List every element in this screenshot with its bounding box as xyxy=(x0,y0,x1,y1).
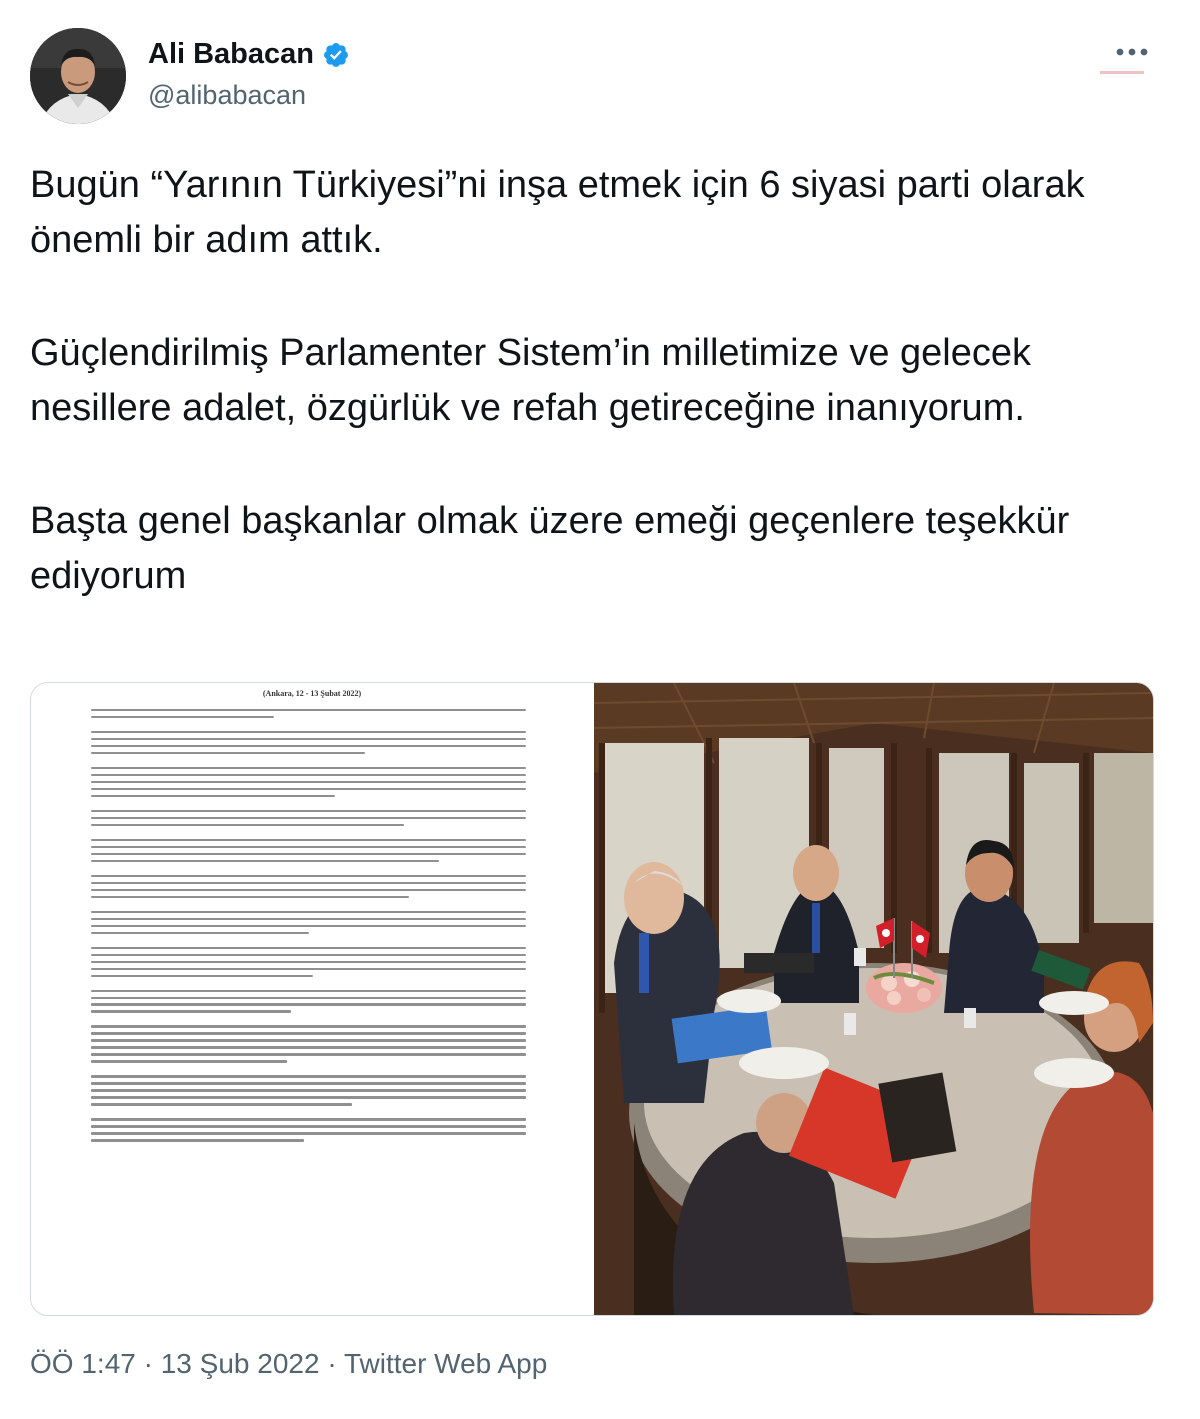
document-text-line xyxy=(91,1060,287,1062)
media-attachment[interactable] xyxy=(30,682,1154,1316)
document-text-line xyxy=(91,1010,291,1012)
document-text-line xyxy=(91,846,526,848)
document-text-line xyxy=(91,882,526,884)
document-text-line xyxy=(91,1096,526,1098)
document-text-line xyxy=(91,853,526,855)
document-text-line xyxy=(91,1046,526,1048)
document-text-line xyxy=(91,954,526,956)
document-text-line xyxy=(91,781,526,783)
document-text-line xyxy=(91,997,526,999)
document-text-line xyxy=(91,1075,526,1077)
more-options-icon[interactable] xyxy=(1112,42,1152,62)
document-text-line xyxy=(91,947,526,949)
document-paragraph-gap xyxy=(91,903,526,911)
meeting-photo[interactable] xyxy=(594,683,1153,1315)
document-text-line xyxy=(91,738,526,740)
tweet-meta xyxy=(30,1348,547,1380)
avatar[interactable] xyxy=(30,28,126,124)
document-text-line xyxy=(91,767,526,769)
document-text-line xyxy=(91,1003,526,1005)
document-text-line xyxy=(91,788,526,790)
document-text-line xyxy=(91,1032,526,1034)
tweet-time[interactable]: ÖÖ 1:47 xyxy=(30,1348,136,1379)
tweet-date[interactable]: 13 Şub 2022 xyxy=(160,1348,320,1379)
document-paragraph-gap xyxy=(91,1146,526,1154)
document-paragraph-gap xyxy=(91,831,526,839)
document-text-line xyxy=(91,774,526,776)
document-text-line xyxy=(91,889,526,891)
document-text-line xyxy=(91,1082,526,1084)
document-paragraph-gap xyxy=(91,723,526,731)
document-paragraph-gap xyxy=(91,1110,526,1118)
document-text-line xyxy=(91,1139,304,1141)
document-text-line xyxy=(91,1118,526,1120)
document-paragraph-gap xyxy=(91,1067,526,1075)
document-text-line xyxy=(91,860,439,862)
document-text-line xyxy=(91,795,335,797)
document-text-line xyxy=(91,839,526,841)
document-text-line xyxy=(91,745,526,747)
document-text-line xyxy=(91,1089,526,1091)
document-paragraph-gap xyxy=(91,802,526,810)
display-name[interactable]: Ali Babacan xyxy=(148,38,314,70)
document-text-line xyxy=(91,1103,352,1105)
document-text-line xyxy=(91,1132,526,1134)
document-paragraph-gap xyxy=(91,982,526,990)
document-text-line xyxy=(91,824,404,826)
document-text-line xyxy=(91,1039,526,1041)
document-text-line xyxy=(91,1025,526,1027)
document-text-line xyxy=(91,975,313,977)
document-text-line xyxy=(91,925,526,927)
document-paragraph-gap xyxy=(91,939,526,947)
watermark-logo-icon xyxy=(1100,68,1144,78)
tweet-header xyxy=(30,28,1170,128)
document-body-text xyxy=(91,709,526,1154)
document-text-line xyxy=(91,968,526,970)
document-text-line xyxy=(91,1125,526,1127)
document-text-line xyxy=(91,918,526,920)
document-title: (Ankara, 12 - 13 Şubat 2022) xyxy=(262,689,362,698)
document-text-line xyxy=(91,896,409,898)
document-paragraph-gap xyxy=(91,759,526,767)
document-text-line xyxy=(91,810,526,812)
user-handle[interactable]: @alibabacan xyxy=(148,80,307,110)
meta-separator: · xyxy=(135,1348,161,1379)
tweet-paragraph: Başta genel başkanlar olmak üzere emeği geçenlere teşekkür ediyorum xyxy=(30,500,1070,597)
name-row xyxy=(148,38,350,71)
tweet-text xyxy=(30,158,1160,662)
document-text-line xyxy=(91,716,274,718)
tweet-source[interactable]: Twitter Web App xyxy=(343,1348,548,1379)
profile-photo-icon xyxy=(30,28,126,124)
document-text-line xyxy=(91,1053,526,1055)
meta-separator: · xyxy=(319,1348,344,1379)
document-text-line xyxy=(91,875,526,877)
document-text-line xyxy=(91,752,365,754)
document-text-line xyxy=(91,709,526,711)
document-image[interactable] xyxy=(31,683,593,1315)
verified-badge-icon xyxy=(322,41,350,69)
document-text-line xyxy=(91,731,526,733)
tweet-paragraph: Güçlendirilmiş Parlamenter Sistem’in milletimize ve gelecek nesillere adalet, özgürlük ve refah getireceğine inanıyorum. xyxy=(30,332,1031,429)
document-paragraph-gap xyxy=(91,867,526,875)
tweet-paragraph: Bugün “Yarının Türkiyesi”ni inşa etmek için 6 siyasi parti olarak önemli bir adım attık. xyxy=(30,164,1085,261)
document-text-line xyxy=(91,961,526,963)
document-paragraph-gap xyxy=(91,1017,526,1025)
document-text-line xyxy=(91,911,526,913)
document-text-line xyxy=(91,932,309,934)
document-text-line xyxy=(91,817,526,819)
document-text-line xyxy=(91,990,526,992)
